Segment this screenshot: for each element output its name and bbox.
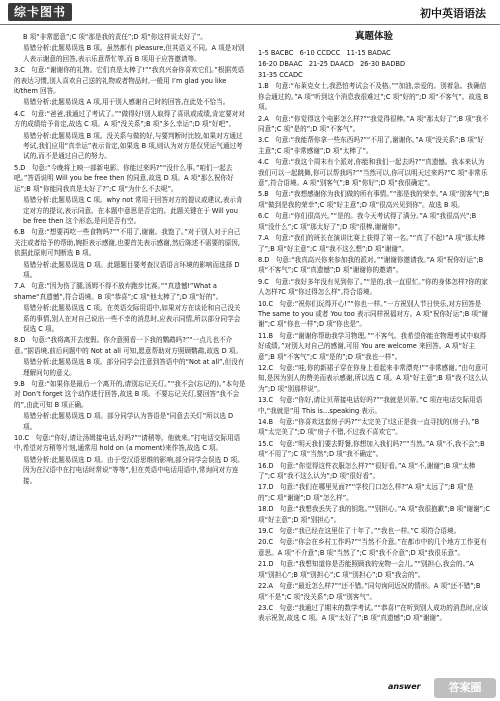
right-paragraph: 1.B 句意:“布莱克女士,我恐怕考试会不及格。”“加油,亲爱的。别着急。我确信你会通过的。”A 项“听到这个消息我很难过”;C 项“好的”;D 项“不客气”。故选 B 项。 <box>258 82 491 112</box>
right-paragraph: 22.A 句意:“最近怎么样?”“还不错。”同句询问近况的情形。A 项“还不错”;B 项“不是”;C 项“没关系”;D 项“别客气”。 <box>258 582 483 601</box>
left-paragraph: 易错分析:此题易误选 C 项。why not 常用于回答对方的提议或建议,表示肯定对方的提议,表示同意。在本题中意思是否定的。此题关键在于 Will you be free then 这个形态,是问是否有空。 <box>23 196 243 225</box>
left-paragraph: 7.A 句意:“因为伤了腿,汤姆不得不放弃跑步比赛。”“真遗憾!”What a shame“真遗憾”,符合语境。B 项“恭喜”;C 项“他太棒了”;D 项“好的”。 <box>14 282 223 301</box>
left-paragraph: 4.C 句意:“爸爸,我通过了考试了。”“做得好!别人取得了喜讯或成绩,肯定要对对方的成绩给予肯定,故选 C 项。A 项“没关系”;B 项“多么幸运”;D 项“好吧”。 <box>14 109 245 129</box>
right-paragraph: 16.D 句意:“你觉得这件衣服怎么样?”“很好看。”A 项“不,谢谢”;B 项“太棒了”;C 项“我不这么认为”;D 项“很好看”。 <box>258 461 476 481</box>
right-paragraph: 2.A 句意:“你觉得这个电影怎么样?”“我觉得很棒。”A 项“那太好了”;B 项“我不同意”;C 项“是的”;D 项“不客气”。 <box>258 114 489 134</box>
publisher-logo-text: 综卡图书 <box>14 5 67 19</box>
left-paragraph: 5.D 句意:“今晚将上映一部新电影。你能过来吗?”“没什么事。”咱们一起去吧。”答语说明 Will you be free then 的同意,故选 D 项。A 项“那么祝你好运”;B 项“你能同我真是太好了?”;C 项“为什么不去呢”。 <box>14 163 234 193</box>
page-header <box>0 0 500 24</box>
right-paragraph: 5.B 句意:“我想感谢你为我们做的所有事情。”“那是我的荣幸。”A 项“别客气”;B 项“做到是我的荣幸”;C 项“好主意”;D 项“很高兴见到你”。故选 B 项。 <box>258 190 492 209</box>
right-paragraph: 9.C 句意:“我好多年没有见到你了。”“是的,我一直很忙。”你的身体怎样?你的家人怎样?C 项“你过得怎么样”,符合语境。 <box>258 277 488 297</box>
left-paragraph: 易错分析:此题易误选 A 项,用于别人感谢自己时的回答,在此处不恰当。 <box>23 98 230 107</box>
left-paragraph: 8.D 句意:“我将离开去度假。你介意照看一下我的鹦鹉吗?”“一点儿也不介意。”据语境,前后问题中的 Not at all 可知,愿意帮助对方照顾鹦鹉,故选 D 项。 <box>14 336 242 355</box>
left-paragraph: 9.B 句意:“如果你是最后一个离开的,请别忘记关灯。”“我不会(忘记的)。”本句是对 Don’t forget 这个动作进行回答,故选 B 项。不要忘记关灯,要回答“我不会的”,由此可知 B 项正确。 <box>14 380 246 409</box>
right-paragraph: 20.C 句意:“你会在乡村工作吗?”“当然不介意。”在都市中的几个地方工作更有意思。A 项“不介意”;B 项“当然了”;C 项“我不介意”;D 项“我很乐意”。 <box>258 538 487 557</box>
left-paragraph: 3.C 句意:“谢谢你的礼物。它们真是太棒了!”“我真兴奋你喜欢它们。”根据英语的表达习惯,别人喜欢自己送的礼物或者物品时,一般用 I’m glad you like it/them 回答。 <box>14 66 245 96</box>
left-paragraph: 易错分析:此题易误选 B 项。没关系与做的好,与要判断时比较,如果对方通过考试,我们应用“真幸运”表示肯定,如果选 B 项,则认为对方是仅凭运气通过考试的,而不是通过自己的努力。 <box>23 131 243 161</box>
watermark-badge: 答案圈 <box>434 678 496 698</box>
right-paragraph: 10.C 句意:“祝你们玩得开心!”“你也一样。”一方祝别人节日快乐,对方回答是 The same to you 或者 You too 表示同样祝福对方。A 项“祝你好运”;B 项“谢谢”;C 项“你也一样”;D 项“你也是”。 <box>258 299 489 329</box>
footer-answer-label: answer <box>388 682 421 691</box>
left-paragraph: 易错分析:此题易误选 B 项。虽然都有 pleasure,但其语义不同。A 项是对别人表示谢意的回答,表示乐意帮忙等,而 B 项用于应答邀请等。 <box>23 44 245 63</box>
right-paragraph: 15.C 句意:“明天我们要去野餐,你想加入我们吗?”“当然。”A 项“不,我不会”;B 项“不用了”;C 项“当然”;D 项“我不确定”。 <box>258 439 487 459</box>
right-column <box>258 31 493 625</box>
section-title: 真题体验 <box>354 31 393 42</box>
left-paragraph: 易错分析:此题易误选 C 项。在英语交际用语中,如果对方在谈论和自己没关系的事情,别人在对自己说出一些不幸的消息时,应表示同情,所以部分同学会误选 C 项。 <box>23 304 241 333</box>
header-divider <box>0 24 500 25</box>
page-footer <box>360 676 500 701</box>
right-paragraph: 17.D 句意:“我们在哪里见面?”“学校门口怎么样?”A 项“太远了”;B 项“是的”;C 项“谢谢”;D 项“怎么样”。 <box>258 483 474 502</box>
right-paragraph: 6.C 句意:“你们很高兴。”“是的。我今天考试得了满分。”A 项“我很高兴”;B 项“没什么”;C 项“那太好了”;D 项“很棒,谢谢你”。 <box>258 212 479 231</box>
right-explanations <box>258 81 493 623</box>
right-paragraph: 3.C 句意:“我能帮你拿一些东西吗?”“不用了,谢谢你。”A 项“没关系”;B 项“好主意”;C 项“非常感谢”;D 项“太棒了”。 <box>258 136 484 155</box>
right-paragraph: 11.B 句意:“谢谢你帮助我学习物理。”“不客气。我希望你能在物理考试中取得好成绩。”对别人对自己的感谢,可用 You are welcome 来回答。A 项“好主意”;B 项“不客气”;C 项“是的”;D 项“我也一样”。 <box>258 331 487 361</box>
right-paragraph: 8.D 句意:“我真高兴你来参加我的派对。”“谢谢你邀请我。”A 项“祝你好运”;B 项“不客气”;C 项“真遗憾”;D 项“谢谢你的邀请”。 <box>258 255 486 275</box>
book-title: 初中英语语法 <box>420 7 486 20</box>
right-paragraph: 4.C 句意:“我这个周末有个派对,你能和我们一起去吗?”“真遗憾。我本来认为我们可以一起跳舞,你可以帮我吗?”“当然可以,你可以明天过来吗?”C 项“非常乐意”,符合语境。A 项“别客气”;B 项“你好”;D 项“我很确定”。 <box>258 158 488 188</box>
right-paragraph: 21.D 句意:“我想知道你是否能照顾我的宠物一会儿。”“别担心,我会的。”A 项“别担心”;B 项“别担心”;C 项“别担心”;D 项“我会的”。 <box>258 560 476 579</box>
right-paragraph: 12.C 句意:“哇,你的新裙子穿在你身上看起来非常漂亮!”“非常感谢。”由句意可知,是因为别人的赞美而表示感谢,所以选 C 项。A 项“好主意”;B 项“我不这么认为”;D 项“别那样说”。 <box>258 363 488 393</box>
right-paragraph: 13.C 句意:“你好,请让贝蒂接电话好吗?”“我就是贝蒂。”C 项在电话交际用语中,“我就是”用 This is…speaking 表示。 <box>258 396 483 415</box>
left-paragraph: 10.C 句意:“你好,请让汤姆接电话,好吗?”“请稍等。他就来。”打电话交际用语中,希望对方稍等片刻,通常用 hold on (a moment)来作答,故选 C 项。 <box>14 434 241 453</box>
answer-row: 31-35 CCADC <box>258 71 303 80</box>
right-paragraph: 19.C 句意:“我已经在这里住了十年了。”“我也一样。”C 项符合语境。 <box>258 527 461 536</box>
left-paragraph: 易错分析:此题易误选 D 项。部分同学认为答语是“同意去关灯”所以选 D 项。 <box>23 412 236 431</box>
left-paragraph: 易错分析:此题易误选 D 项。此题题目要考查汉语语言环境的影响而选择 D 项。 <box>23 260 242 279</box>
right-paragraph: 7.A 句意:“我们的班长在演讲比赛上获得了第一名。”“真了不起!”A 项“那太棒了”;B 项“好主意”;C 项“我不这么想”;D 项“谢谢”。 <box>258 234 485 253</box>
left-paragraph: 易错分析:此题易误选 D 项。由于受汉语思维的影响,部分同学会误选 D 项。因为在汉语中在打电话时常说“等等”,但在英语中电话用语中,常询问对方连接。 <box>23 455 244 485</box>
right-paragraph: 23.C 句意:“我通过了期末的数学考试。”“恭喜!”在听到别人成功的消息时,应该表示祝贺,故选 C 项。A 项“太好了”;B 项“真遗憾”;D 项“谢谢”。 <box>258 603 488 623</box>
right-paragraph: 14.B 句意:“你喜欢这套房子吗?”“太完美了!这正是我一直寻找的(房子)。”B 项“太完美了”;D 项“房子不错,不过我不喜欢它”。 <box>258 418 482 437</box>
answer-row: 1-5 BACBC 6-10 CCDCC 11-15 BADAC <box>258 49 391 58</box>
answer-key <box>258 48 490 81</box>
right-paragraph: 18.D 句意:“我想我丢失了我的钥匙。”“别担心。”A 项“我很抱歉”;B 项“谢谢”;C 项“好主意”;D 项“别担心”。 <box>258 505 493 524</box>
publisher-logo <box>8 3 72 21</box>
left-paragraph: 6.B 句意:“想要再吃一些食物吗?”“不用了,谢谢。我饱了。”对于别人对于自己关注或者给予的帮助,婉拒表示感谢,也要首先表示感谢,然后陈述不需要的原因,依据此原则可判断选 B 项。 <box>14 228 241 258</box>
answer-row: 16-20 DBAAC 21-25 DAACD 26-30 BADBD <box>258 60 406 69</box>
left-paragraph: 易错分析:此题易误选 B 项。部分同学会注意到答语中的“Not at all”,但没有理解问句的意义。 <box>23 358 245 377</box>
left-paragraph: B 项“非常愿意”;C 项“那是我的责任”;D 项“你这样说太好了”。 <box>23 33 207 41</box>
left-column <box>14 32 246 487</box>
